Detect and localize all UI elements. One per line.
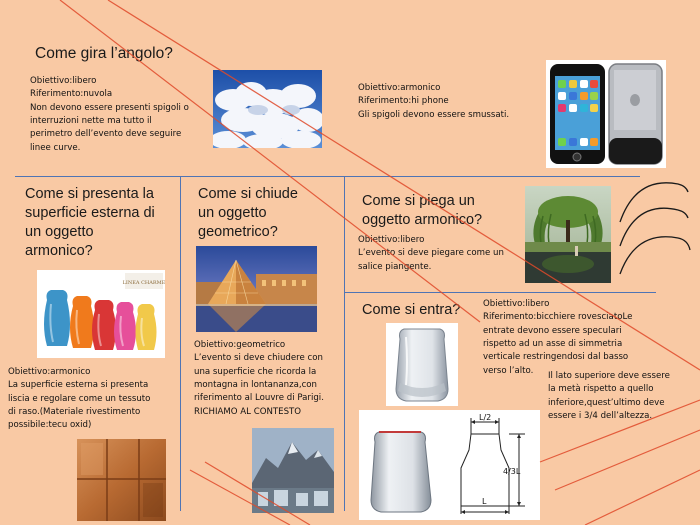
text-line: verticale restringendosi dal basso [483,352,629,363]
text-line: Obiettivo:libero [30,76,97,86]
text-line: salice piangente. [358,261,432,272]
text-line: Riferimento:bicchiere rovesciatoLe [483,312,633,323]
text-line: Obiettivo:armonico [8,367,91,377]
text-line: Riferimento:nuvola [30,89,113,100]
text-line: rispetto ad un asse di simmetria [483,338,623,349]
text-line: interruzioni nette ma tutto il [30,115,152,126]
diagram-side-label: 4/3L [503,467,521,476]
text-line: perimetro dell’evento deve seguire [30,129,182,140]
text-line: inferiore,quest’ultimo deve [548,397,665,408]
text-line: riferimento al Louvre di Parigi. [194,393,324,404]
brand-logo-text: LINEA CHARME [122,280,165,286]
text-line: verso l’alto. [483,365,534,376]
title-line: un oggetto [198,204,267,221]
text-line: Obiettivo:geometrico [194,340,286,350]
angle-title: Come gira l’angolo? [35,45,173,62]
text-line: linee curve. [30,142,81,153]
text-line: RICHIAMO AL CONTESTO [194,406,302,417]
text-line: Obiettivo:armonico [358,83,441,93]
enter-title: Come si entra? [362,302,461,318]
text-line: Riferimento:hi phone [358,96,449,107]
title-line: geometrico? [198,223,278,240]
diagram-bottom-label: L [482,497,487,506]
text-line: L’evento si deve chiudere con [194,353,323,364]
text-line: possibile:tecu oxid) [8,420,92,431]
text-line: di raso.(Materiale rivestimento [8,406,141,417]
text-line: Gli spigoli devono essere smussati. [358,109,510,120]
title-line: Come si piega un [362,193,475,209]
title-line: un oggetto [25,223,94,240]
text-line: entrate devono essere speculari [483,325,622,336]
diagram-top-label: L/2 [479,413,492,422]
title-line: Come si chiude [198,186,298,202]
title-line: oggetto armonico? [362,211,483,228]
text-line: la metà rispetto a quello [548,384,654,395]
text-line: Obiettivo:libero [358,235,425,245]
text-line: Il lato superiore deve essere [548,371,670,381]
text-line: Non devono essere presenti spigoli o [30,102,189,113]
text-line: essere i 3/4 dell’altezza. [548,410,653,421]
title-line: armonico? [25,242,93,259]
text-line: liscia e regolare come un tessuto [8,393,151,404]
title-line: superficie esterna di [25,204,155,221]
text-line: montagna in lontananza,con [194,379,318,390]
text-line: Obiettivo:libero [483,299,550,309]
text-line: una superficie che ricorda la [194,366,317,377]
text-line: La superficie esterna si presenta [8,380,149,391]
text-line: L’evento si deve piegare come un [358,248,504,259]
title-line: Come si presenta la [25,186,154,202]
